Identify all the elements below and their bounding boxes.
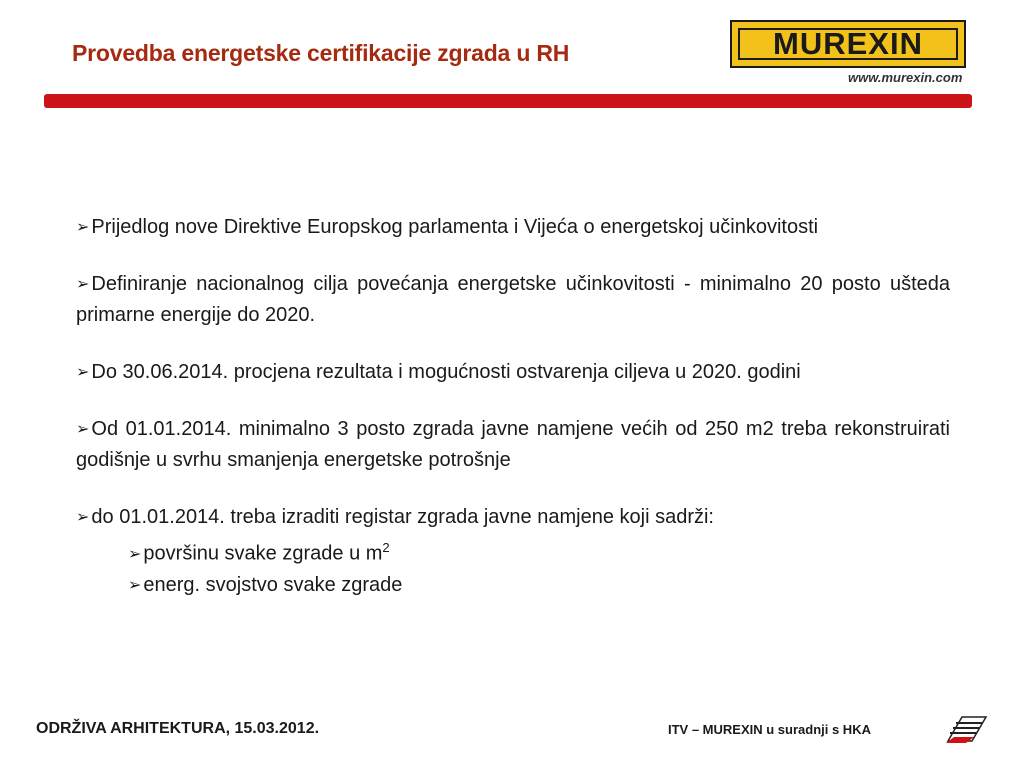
superscript: 2 [382, 540, 390, 555]
page-title: Provedba energetske certifikacije zgrada u RH [72, 40, 570, 66]
arrow-bullet-icon: ➢ [76, 217, 90, 236]
header-divider-bar [44, 94, 972, 108]
bullet-item [76, 269, 950, 331]
bullet-text: Do 30.06.2014. procjena rezultata i mogućnosti ostvarenja ciljeva u 2020. godini [91, 361, 801, 383]
bullet-item [76, 414, 950, 476]
logo-url: www.murexin.com [848, 70, 963, 85]
arrow-bullet-icon: ➢ [76, 274, 90, 293]
sub-bullet-item [128, 533, 950, 570]
footer-event-date: ODRŽIVA ARHITEKTURA, 15.03.2012. [36, 720, 320, 737]
arrow-bullet-icon: ➢ [76, 362, 90, 381]
bullet-text: Prijedlog nove Direktive Europskog parlamenta i Vijeća o energetskoj učinkovitosti [91, 216, 819, 238]
logo-frame [738, 28, 958, 60]
murexin-logo [730, 20, 966, 68]
footer-organizers: ITV – MUREXIN u suradnji s HKA [668, 722, 871, 737]
bullet-item [76, 502, 950, 533]
bullet-item [76, 357, 950, 388]
bullet-text: do 01.01.2014. treba izraditi registar zgrada javne namjene koji sadrži: [91, 506, 714, 528]
sub-bullet-item [128, 570, 950, 601]
sub-bullet-text: energ. svojstvo svake zgrade [143, 573, 403, 596]
arrow-bullet-icon: ➢ [128, 574, 142, 594]
sub-bullet-text: površinu svake zgrade u m [143, 542, 383, 565]
arrow-bullet-icon: ➢ [76, 507, 90, 526]
bullet-text: Definiranje nacionalnog cilja povećanja energetske učinkovitosti - minimalno 20 posto ušteda primarne energije do 2020. [76, 273, 950, 326]
logo-text: MUREXIN [773, 26, 923, 61]
bullet-list [76, 212, 950, 601]
hka-logo-icon [944, 713, 990, 745]
arrow-bullet-icon: ➢ [128, 543, 142, 563]
arrow-bullet-icon: ➢ [76, 419, 90, 438]
bullet-item [76, 212, 950, 243]
bullet-text: Od 01.01.2014. minimalno 3 posto zgrada javne namjene većih od 250 m2 treba rekonstruirati godišnje u svrhu smanjenja energetske potrošnje [76, 418, 950, 471]
